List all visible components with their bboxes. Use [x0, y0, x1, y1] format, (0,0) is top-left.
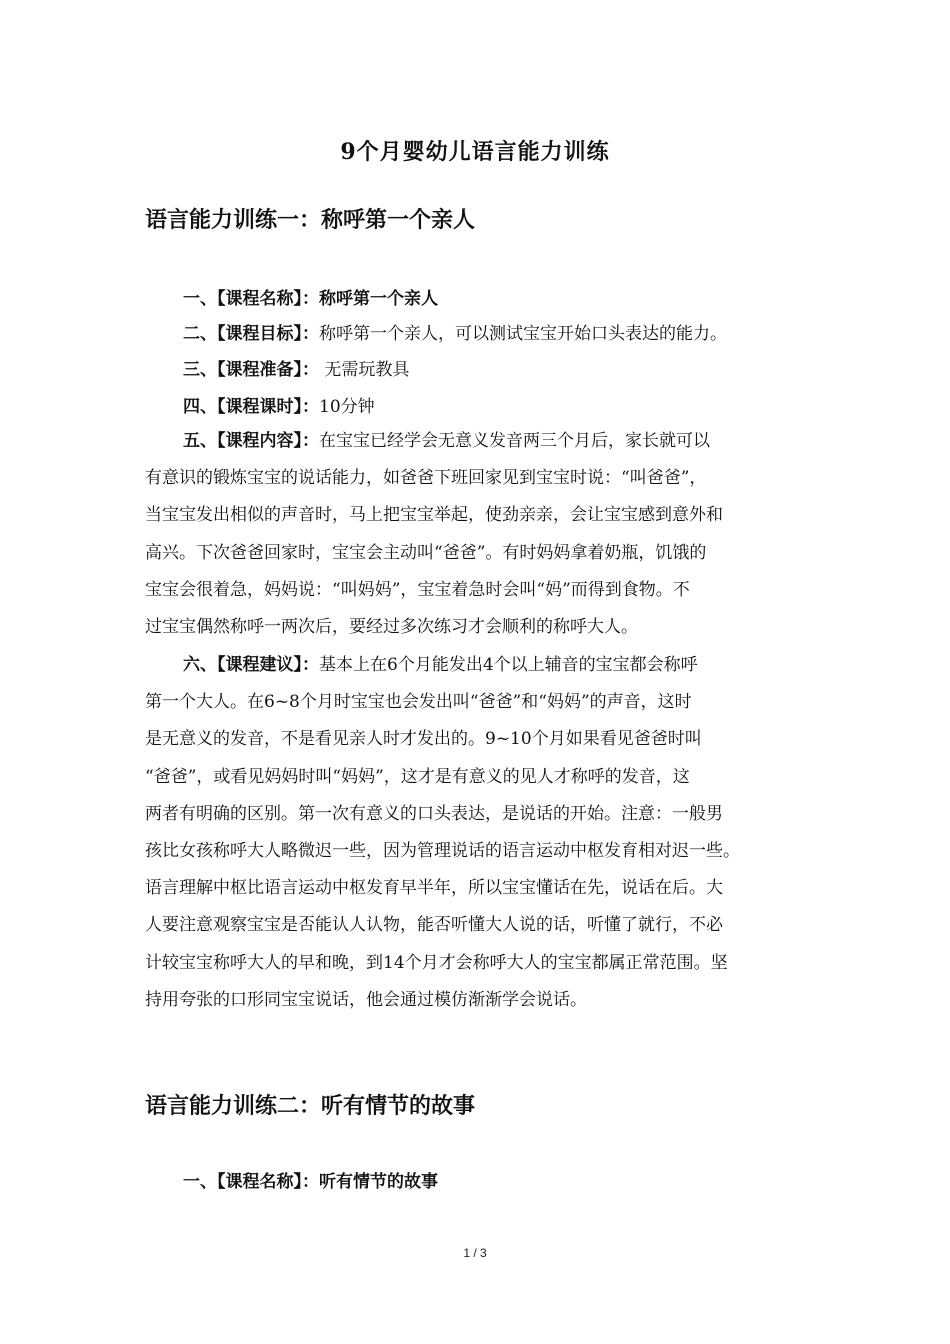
course-name-label: 一、【课程名称】：	[183, 289, 319, 309]
course-content-label: 五、【课程内容】：	[183, 431, 319, 451]
section-heading-1: 语言能力训练一：称呼第一个亲人	[145, 207, 476, 233]
course2-name-value: 听有情节的故事	[319, 1172, 438, 1192]
content-line-3: 当宝宝发出相似的声音时，马上把宝宝举起，使劲亲亲，会让宝宝感到意外和	[145, 505, 723, 526]
advice-line-5: 两者有明确的区别。第一次有意义的口头表达，是说话的开始。注意：一般男	[145, 803, 723, 824]
course-advice-paragraph	[145, 647, 815, 1019]
advice-line-7: 语言理解中枢比语言运动中枢发育早半年，所以宝宝懂话在先，说话在后。大	[145, 878, 723, 899]
course-goal-label: 二、【课程目标】：	[183, 324, 319, 344]
content-line-1-text: 在宝宝已经学会无意义发音两三个月后，家长就可以	[319, 431, 710, 451]
course-time-line	[183, 394, 375, 420]
advice-line-6: 孩比女孩称呼大人略微迟一些，因为管理说话的语言运动中枢发育相对迟一些。	[145, 840, 740, 861]
page-number: 1 / 3	[463, 1246, 487, 1260]
document-title: 9个月婴幼儿语言能力训练	[340, 139, 610, 165]
content-line-5: 宝宝会很着急，妈妈说：“叫妈妈”，宝宝着急时会叫“妈”而得到食物。不	[145, 579, 690, 600]
content-line-4: 高兴。下次爸爸回家时，宝宝会主动叫“爸爸”。有时妈妈拿着奶瓶，饥饿的	[145, 542, 707, 563]
content-line-2: 有意识的锻炼宝宝的说话能力，如爸爸下班回家见到宝宝时说：“叫爸爸”，	[145, 468, 707, 489]
course-advice-label: 六、【课程建议】：	[183, 655, 319, 675]
advice-line-2: 第一个大人。在6~8个月时宝宝也会发出叫“爸爸”和“妈妈”的声音，这时	[145, 692, 692, 713]
course-prep-line	[183, 357, 409, 383]
course-prep-label: 三、【课程准备】：	[183, 360, 319, 380]
advice-line-1	[145, 647, 815, 684]
advice-line-10: 持用夸张的口形同宝宝说话，他会通过模仿渐渐学会说话。	[145, 989, 587, 1010]
course-goal-value: 称呼第一个亲人，可以测试宝宝开始口头表达的能力。	[319, 324, 727, 344]
course-goal-line	[183, 321, 727, 347]
course2-name-label: 一、【课程名称】：	[183, 1172, 319, 1192]
advice-line-9: 计较宝宝称呼大人的早和晚，到14个月才会称呼大人的宝宝都属正常范围。坚	[145, 952, 728, 973]
course-name-line	[183, 286, 438, 312]
course2-name-line	[183, 1169, 438, 1195]
advice-line-3: 是无意义的发音，不是看见亲人时才发出的。9~10个月如果看见爸爸时叫	[145, 729, 702, 750]
course-content-paragraph	[145, 423, 815, 646]
course-time-label: 四、【课程课时】：	[183, 397, 319, 417]
course-time-value: 10分钟	[319, 397, 375, 417]
content-line-6: 过宝宝偶然称呼一两次后，要经过多次练习才会顺利的称呼大人。	[145, 616, 638, 637]
advice-line-1-text: 基本上在6个月能发出4个以上辅音的宝宝都会称呼	[319, 655, 698, 675]
course-prep-value: 无需玩教具	[319, 360, 410, 380]
course-name-value: 称呼第一个亲人	[319, 289, 438, 309]
advice-line-4: “爸爸”，或看见妈妈时叫“妈妈”，这才是有意义的见人才称呼的发音，这	[145, 766, 690, 787]
section-heading-2: 语言能力训练二：听有情节的故事	[145, 1093, 476, 1119]
content-line-1	[145, 423, 815, 460]
advice-line-8: 人要注意观察宝宝是否能认人认物，能否听懂大人说的话，听懂了就行，不必	[145, 915, 723, 936]
